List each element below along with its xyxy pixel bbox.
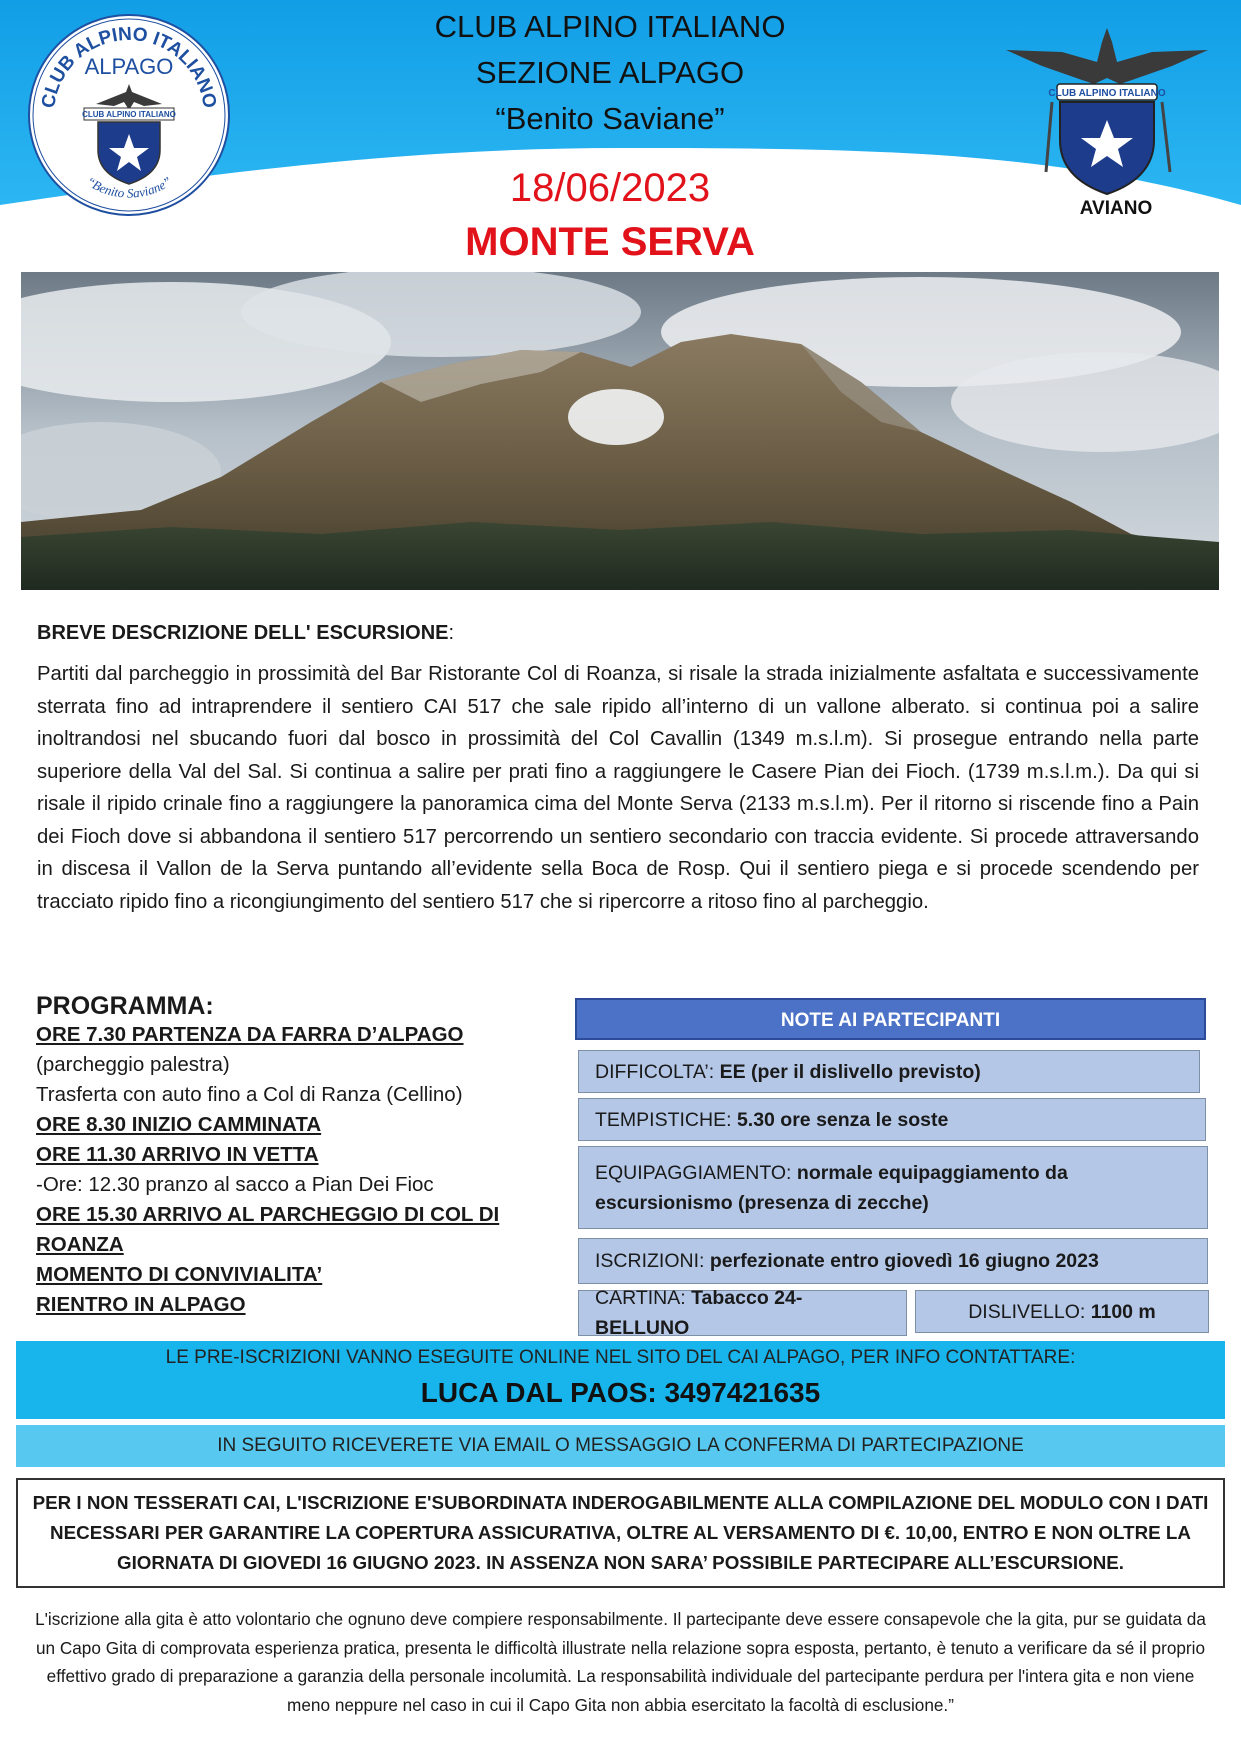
program-walk-start: ORE 8.30 INIZIO CAMMINATA [36,1113,322,1136]
description-body: Partiti dal parcheggio in prossimità del Bar Ristorante Col di Roanza, si risale la strada inizialmente asfaltata e successivamente sterrata fino ad intraprendere il sentiero CAI 517 che sale ripido all’interno di un vallone alberato. si continua poi a salire inoltrandosi nel sbucando fuori dal bosco in prossimità del Col Cavallin (1349 m.s.l.m). Si prosegue entrando nella parte superiore della Val del Sal. Si continua a salire per prati fino a raggiungere le Casere Pian dei Fioch. (1739 m.s.l.m.). Da qui si risale il ripido crinale fino a raggiungere la panoramica cima del Monte Serva (2133 m.s.l.m). Per il ritorno si riscende fino a Pain dei Fioch dove si abbandona il sentiero 517 percorrendo un sentiero secondario con traccia evidente. Si procede attraversando in discesa il Vallon de la Serva puntando all’evidente sella Boca de Rosp. Qui il sentiero piega e si procede scendendo per tracciato ripido fino a ricongiungimento del sentiero 517 che si ripercorre a ritoso fino al parcheggio. [37,663,1199,913]
non-member-warning: PER I NON TESSERATI CAI, L'ISCRIZIONE E'SUBORDINATA INDEROGABILMENTE ALLA COMPILAZIONE DEL MODULO CON I DATI NECESSARI PER GARANTIRE LA COPERTURA ASSICURATIVA, OLTRE AL VERSAMENTO DI €. 10,00, ENTRO E NON OLTRE LA GIORNATA DI GIOVEDI 16 GIUGNO 2023. IN ASSENZA NON SARA’ POSSIBILE PARTECIPARE ALL’ESCURSIONE. [16,1478,1225,1588]
note-timing-label: TEMPISTICHE: [595,1108,732,1131]
note-equipment-label: EQUIPAGGIAMENTO: [595,1161,792,1184]
section-dedication: “Benito Saviane” [495,101,725,136]
program-return-alpago: RIENTRO IN ALPAGO [36,1293,246,1316]
program-return-parking: ORE 15.30 ARRIVO AL PARCHEGGIO DI COL DI ROANZA [36,1203,500,1256]
note-elevation-label: DISLIVELLO: [968,1300,1086,1323]
cai-aviano-logo [1002,22,1212,200]
description-heading [37,622,454,645]
section-name: SEZIONE ALPAGO [475,55,745,90]
disclaimer-text: L'iscrizione alla gita è atto volontario che ognuno deve compiere responsabilmente. Il partecipante deve essere consapevole che la gita, pur se guidata da un Capo Gita di comprovata esperienza pratica, presenta le difficoltà illustrate nella relazione sopra esposta, pertanto, è tenuto a verificare da sé il proprio effettivo grado di preparazione a garanzia della personale incolumità. La responsabilità individuale del partecipante perdura per l'intera gita e non viene meno neppure nel caso in cui il Capo Gita non abbia esercitato la facoltà di esclusione.” [35,1609,1206,1715]
preregistration-banner [16,1341,1225,1419]
note-timing-value: 5.30 ore senza le soste [736,1108,949,1131]
club-name: CLUB ALPINO ITALIANO [434,9,786,44]
note-map-label: CARTINA: [595,1287,686,1309]
event-title: MONTE SERVA [465,220,755,264]
mountain-photo [21,272,1219,590]
note-registration [578,1238,1208,1284]
program-lunch: -Ore: 12.30 pranzo al sacco a Pian Dei Fioc [36,1173,434,1196]
logo-left-name: ALPAGO [84,54,174,79]
description-heading-colon: : [448,622,455,644]
confirmation-banner: IN SEGUITO RICEVERETE VIA EMAIL O MESSAGGIO LA CONFERMA DI PARTECIPAZIONE [16,1425,1225,1467]
logo-left-ring-top-text: CLUB ALPINO ITALIANO [38,23,220,110]
notes-header: NOTE AI PARTECIPANTI [575,998,1206,1040]
preregistration-contact: LUCA DAL PAOS: 3497421635 [420,1377,821,1408]
program-section [36,990,526,1320]
note-registration-value: perfezionate entro giovedì 16 giugno 2023 [709,1250,1099,1272]
event-date: 18/06/2023 [509,166,711,210]
note-elevation [915,1290,1209,1333]
cai-alpago-logo [26,12,232,218]
note-difficulty-label: DIFFICOLTA’: [595,1060,715,1083]
note-timing [578,1098,1206,1141]
program-parking-note: (parcheggio palestra) [36,1053,230,1076]
logo-left-ribbon: CLUB ALPINO ITALIANO [82,110,176,119]
note-difficulty-value: EE (per il dislivello previsto) [719,1060,981,1083]
program-conviviality: MOMENTO DI CONVIVIALITA’ [36,1263,323,1286]
note-elevation-value: 1100 m [1090,1300,1156,1323]
program-departure: ORE 7.30 PARTENZA DA FARRA D’ALPAGO [36,1023,464,1046]
logo-right-ribbon: CLUB ALPINO ITALIANO [1048,88,1166,99]
logo-right-caption: AVIANO [1079,198,1153,219]
club-header [330,4,890,142]
note-equipment-value: normale equipaggiamento da escursionismo (presenza di zecche) [595,1161,1068,1214]
note-difficulty [578,1050,1200,1093]
note-equipment [578,1146,1208,1229]
note-map-value: Tabacco 24-BELLUNO [595,1287,803,1339]
program-summit: ORE 11.30 ARRIVO IN VETTA [36,1143,319,1166]
note-map [578,1287,907,1339]
program-transfer: Trasferta con auto fino a Col di Ranza (Cellino) [36,1083,463,1106]
description-heading-text: BREVE DESCRIZIONE DELL' ESCURSIONE [37,622,449,644]
logo-left-ring-bottom-text: “Benito Saviane” [83,173,175,201]
preregistration-info: LE PRE-ISCRIZIONI VANNO ESEGUITE ONLINE NEL SITO DEL CAI ALPAGO, PER INFO CONTATTARE: [165,1347,1076,1368]
note-registration-label: ISCRIZIONI: [595,1250,705,1272]
program-title: PROGRAMMA: [36,992,214,1020]
